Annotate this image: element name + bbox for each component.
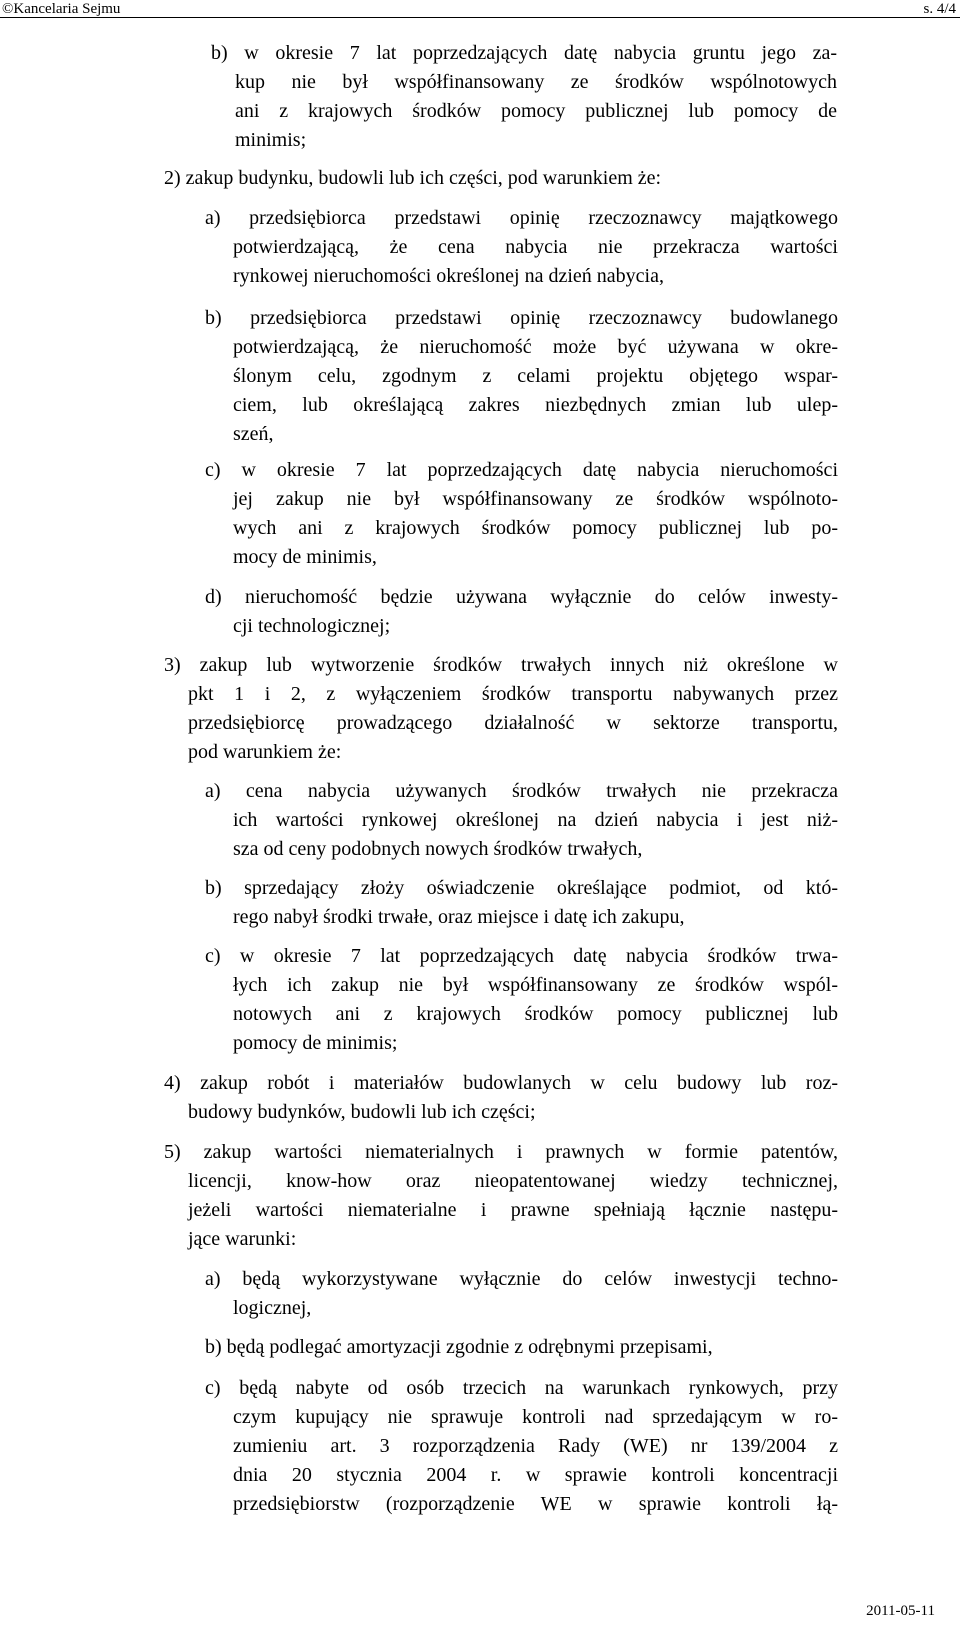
text-line: 4) zakup robót i materiałów budowlanych w celu budowy lub roz- <box>164 1072 838 1094</box>
list-item-c-market-terms <box>205 1374 838 1519</box>
list-item-5-intangible-assets <box>164 1138 838 1254</box>
text-line: b) w okresie 7 lat poprzedzających datę nabycia gruntu jego za- <box>211 42 837 64</box>
list-item-b-land-cofinancing <box>211 39 837 155</box>
text-line: łych ich zakup nie był współfinansowany ze środków wspól- <box>233 974 838 996</box>
list-item-b-construction-appraiser <box>205 304 838 449</box>
text-line: potwierdzającą, że cena nabycia nie przekracza wartości <box>233 236 838 258</box>
text-line: sza od ceny podobnych nowych środków trwałych, <box>233 838 643 860</box>
text-line: rynkowej nieruchomości określonej na dzień nabycia, <box>233 265 664 287</box>
text-line: c) będą nabyte od osób trzecich na warunkach rynkowych, przy <box>205 1377 838 1399</box>
text-line: d) nieruchomość będzie używana wyłącznie do celów inwesty- <box>205 586 838 608</box>
list-item-a-technological-use <box>205 1265 838 1323</box>
list-item-a-property-appraiser <box>205 204 838 291</box>
text-line: wych ani z krajowych środków pomocy publicznej lub po- <box>233 517 838 539</box>
text-line: b) przedsiębiorca przedstawi opinię rzeczoznawcy budowlanego <box>205 307 838 329</box>
text-line: mocy de minimis, <box>233 546 377 568</box>
text-line: b) sprzedający złoży oświadczenie określające podmiot, od któ- <box>205 877 838 899</box>
text-line: b) będą podlegać amortyzacji zgodnie z odrębnymi przepisami, <box>205 1336 713 1358</box>
text-line: przedsiębiorcę prowadzącego działalność w sektorze transportu, <box>188 712 838 734</box>
header-source: ©Kancelaria Sejmu <box>2 1 121 17</box>
text-line: ich wartości rynkowej określonej na dzień nabycia i jest niż- <box>233 809 838 831</box>
text-line: budowy budynków, budowli lub ich części; <box>188 1101 536 1123</box>
list-item-b-amortization <box>205 1333 838 1362</box>
text-line: przedsiębiorstw (rozporządzenie WE w sprawie kontroli łą- <box>233 1493 838 1515</box>
text-line: szeń, <box>233 423 274 445</box>
text-line: dnia 20 stycznia 2004 r. w sprawie kontroli koncentracji <box>233 1464 838 1486</box>
text-line: pomocy de minimis; <box>233 1032 398 1054</box>
list-item-c-assets-cofinancing <box>205 942 838 1058</box>
text-line: kup nie był współfinansowany ze środków wspólnotowych <box>235 71 837 93</box>
list-item-4-construction-works <box>164 1069 838 1127</box>
text-line: rego nabył środki trwałe, oraz miejsce i datę ich zakupu, <box>233 906 685 928</box>
list-item-3-fixed-assets <box>164 651 838 767</box>
text-line: ślonym celu, zgodnym z celami projektu objętego wspar- <box>233 365 838 387</box>
text-line: ani z krajowych środków pomocy publicznej lub pomocy de <box>235 100 837 122</box>
text-line: jeżeli wartości niematerialne i prawne spełniają łącznie następu- <box>188 1199 838 1221</box>
list-item-a-used-assets-price <box>205 777 838 864</box>
text-line: potwierdzającą, że nieruchomość może być używana w okre- <box>233 336 838 358</box>
text-line: 5) zakup wartości niematerialnych i prawnych w formie patentów, <box>164 1141 838 1163</box>
list-item-2-building-purchase <box>164 164 838 193</box>
text-line: pod warunkiem że: <box>188 741 342 763</box>
text-line: c) w okresie 7 lat poprzedzających datę nabycia nieruchomości <box>205 459 838 481</box>
text-line: notowych ani z krajowych środków pomocy publicznej lub <box>233 1003 838 1025</box>
text-line: licencji, know-how oraz nieopatentowanej wiedzy technicznej, <box>188 1170 838 1192</box>
text-line: zumieniu art. 3 rozporządzenia Rady (WE) nr 139/2004 z <box>233 1435 838 1457</box>
footer-date: 2011-05-11 <box>866 1603 935 1619</box>
text-line: logicznej, <box>233 1297 312 1319</box>
text-line: 3) zakup lub wytworzenie środków trwałych innych niż określone w <box>164 654 838 676</box>
list-item-d-technological-use <box>205 583 838 641</box>
text-line: pkt 1 i 2, z wyłączeniem środków transportu nabywanych przez <box>188 683 838 705</box>
text-line: a) będą wykorzystywane wyłącznie do celów inwestycji techno- <box>205 1268 838 1290</box>
header-page-number: s. 4/4 <box>923 1 956 17</box>
list-item-c-property-cofinancing <box>205 456 838 572</box>
text-line: a) cena nabycia używanych środków trwałych nie przekracza <box>205 780 838 802</box>
text-line: jej zakup nie był współfinansowany ze środków wspólnoto- <box>233 488 838 510</box>
text-line: c) w okresie 7 lat poprzedzających datę nabycia środków trwa- <box>205 945 838 967</box>
list-item-b-seller-statement <box>205 874 838 932</box>
text-line: a) przedsiębiorca przedstawi opinię rzeczoznawcy majątkowego <box>205 207 838 229</box>
text-line: czym kupujący nie sprawuje kontroli nad sprzedającym w ro- <box>233 1406 838 1428</box>
text-line: cji technologicznej; <box>233 615 391 637</box>
text-line: jące warunki: <box>188 1228 297 1250</box>
text-line: minimis; <box>235 129 307 151</box>
text-line: 2) zakup budynku, budowli lub ich części, pod warunkiem że: <box>164 167 662 189</box>
header-divider <box>0 17 960 18</box>
text-line: ciem, lub określającą zakres niezbędnych zmian lub ulep- <box>233 394 838 416</box>
